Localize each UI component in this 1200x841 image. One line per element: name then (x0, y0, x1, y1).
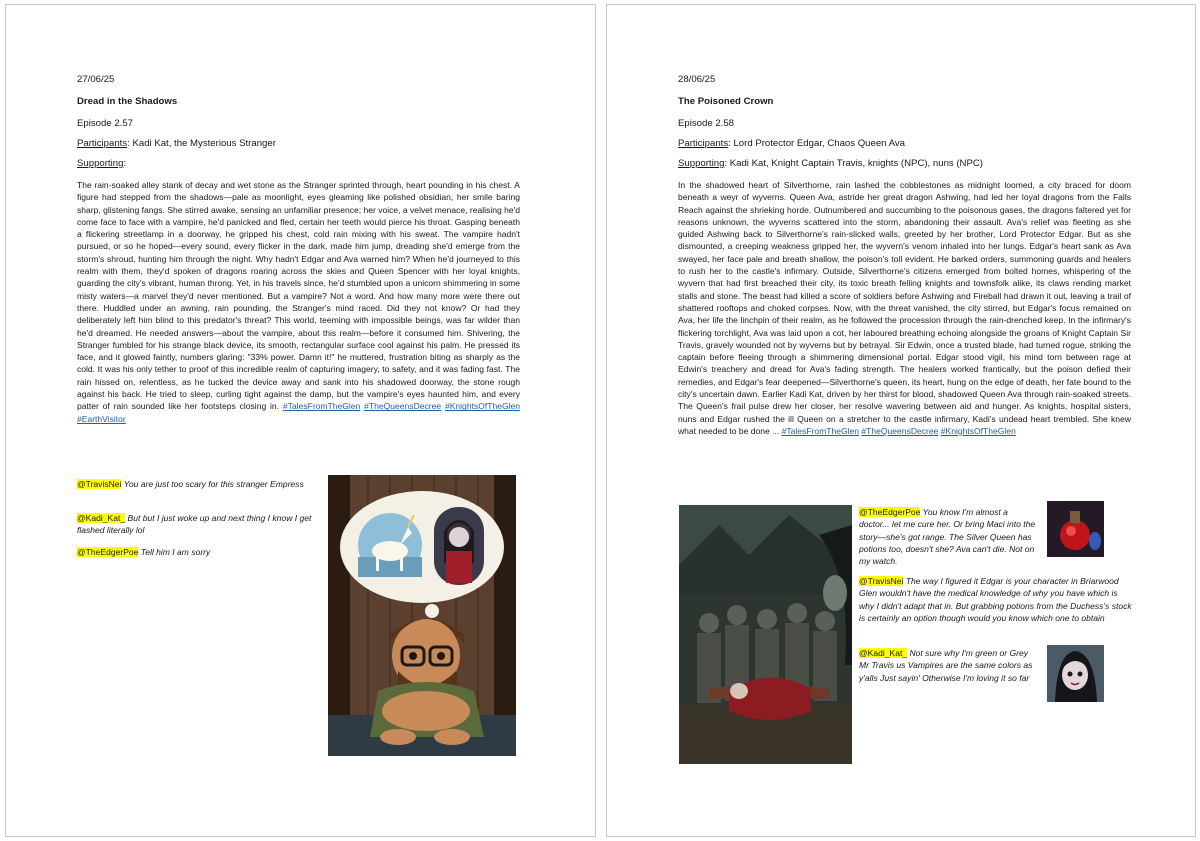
supporting-label: Supporting (77, 158, 124, 169)
episode-number: Episode 2.57 (77, 118, 134, 129)
comment (859, 506, 1039, 567)
supporting-line (678, 158, 983, 170)
hashtag-link[interactable]: #TalesFromTheGlen (781, 425, 860, 436)
stranger-doorway-illustration (328, 475, 516, 756)
comment-text: But but I just woke up and next thing I know I get flashed literally lol (77, 513, 312, 536)
comment-handle[interactable]: @TravisNei (859, 576, 904, 586)
hashtag-link[interactable]: #KnightsOfTheGlen (940, 425, 1016, 436)
supporting-label: Supporting (678, 158, 725, 169)
comment-handle[interactable]: @TravisNei (77, 479, 122, 489)
story-body (77, 179, 520, 425)
episode-number: Episode 2.58 (678, 118, 735, 129)
supporting-names: : Kadi Kat, Knight Captain Travis, knights (NPC), nuns (NPC) (724, 158, 984, 169)
comment (77, 512, 317, 537)
comment-handle[interactable]: @TheEdgerPoe (77, 547, 139, 557)
comment-handle[interactable]: @TheEdgerPoe (859, 507, 921, 517)
supporting-line (77, 158, 126, 170)
comment (859, 647, 1039, 684)
participants-label: Participants (678, 138, 729, 149)
document-page-left (5, 4, 596, 837)
comment (77, 546, 317, 558)
hashtag-link[interactable]: #TalesFromTheGlen (282, 401, 361, 412)
document-page-right (606, 4, 1196, 837)
post-date: 27/06/25 (77, 74, 115, 85)
hashtag-link[interactable]: #KnightsOfTheGlen (444, 401, 521, 412)
comment-handle[interactable]: @Kadi_Kat_ (77, 513, 126, 523)
comment-text: The way I figured it Edgar is your character in Briarwood Glen wouldn't have the medical knowledge of why you have which is why I didn't adapt that in. But grabbing potions from the Duchess's stock is certainly an option though would you know which one to obtain (859, 576, 1132, 623)
potion-thumbnail (1047, 501, 1104, 557)
episode-title: The Poisoned Crown (678, 96, 774, 107)
participants-names: : Lord Protector Edgar, Chaos Queen Ava (728, 138, 906, 149)
hashtag-link[interactable]: #TheQueensDecree (861, 425, 939, 436)
comment (77, 478, 317, 490)
knights-stretcher-illustration (679, 505, 852, 764)
story-text: In the shadowed heart of Silverthorne, rain lashed the cobblestones as midnight loomed, a city braced for doom beneath a weyr of wyverns. Queen Ava, astride her great dragon Ashwing, had led her loyal dragons from the Falls Reach against the shrieking horde. Outnumbered and succumbing to the poisonous gases, the dragons faltered yet for reasons unknown, the wyverns scattered into the storm, abandoning their assault. Ava's relief was fleeting as she guided Ashwing back to Silverthorne's rain-slicked walls, greeted by her brother, Lord Protector Edgar. But as she dismounted, a creeping weakness gripped her, the wyvern's venom inhaled into her lungs. Edgar's heart sank as Ava swayed, her face pale and breath shallow, the poison's toll evident. He barked orders, summoning guards and healers to rush her to the castle's infirmary. Outside, Silverthorne's citizens emerged from bolted homes, whispering of the wyvern that had first breached their city, its toxic breath felling knights and townsfolk alike, its claws rending market stalls and stone. The beast had killed a score of soldiers before Ashwing and Fireball had drawn it out, leaving a trail of shattered rooftops and choked corpses. Now, with the threat vanished, the city stirred, but Edgar's focus remained on Ava, her life the linchpin of their realm, as he followed the procession through the rain-drenched keep. In the infirmary's flickering torchlight, Ava was laid upon a cot, her laboured breathing echoing alongside the groans of Knight Captain Sir Travis, gravely wounded not by wyverns but by betrayal. Sir Edwin, once a trusted blade, had turned rogue, striking the captain before fleeing through a shimmering dimensional portal. Edgar stood vigil, his mind torn between rage at Edwin's treachery and dread for Ava's fading strength. The healers worked frantically, but the poison defied their remedies, and Edgar's fear deepened—Silverthorne's queen, its heart, hung on the edge of death, her fate bound to the city's uncertain dawn. Earlier Kadi Kat, driven by her thirst for blood, shadowed Queen Ava through rain-soaked streets. The Queen's frail pulse drew her closer, her resolve wavering between aid and hunger. As knights, hospital sisters, nuns and Edgar rushed the ill Queen on a stretcher to the castle infirmary, Kadi's undead heart trembled. She knew what needed to be done ... (678, 180, 1131, 436)
hashtag-link[interactable]: #TheQueensDecree (364, 401, 442, 412)
comment-text: You are just too scary for this stranger Empress (123, 479, 304, 489)
participants-line (678, 138, 905, 150)
comment-text: Tell him I am sorry (140, 547, 211, 557)
vampire-avatar-thumbnail (1047, 645, 1104, 702)
hashtag-link[interactable]: #EarthVisitor (77, 413, 126, 424)
comment-text: You know I'm almost a doctor... let me cure her. Or bring Maci into the story—she's got range. The Silver Queen has potions too, doesn't she? Ava can't die. Not on my watch. (859, 507, 1036, 567)
supporting-names: : (123, 158, 127, 169)
story-text: The rain-soaked alley stank of decay and wet stone as the Stranger sprinted through, heart pounding in his chest. A figure had stepped from the shadows—pale as moonlight, eyes gleaming like polished obsidian, her smile baring sharp, glistening fangs. She stirred awake, sensing an unfamiliar presence; her voice, a velvet menace, realising he'd come face to face with a vampire, he'd panicked and fled, certain her teeth would pierce his throat. Gasping beneath a flickering streetlamp in a doorway, he gripped his chest, cold rain mixing with his sweat. The vampire hadn't pursued, or so he hoped—every sound, every flicker in the dark, made him jump, dreading she'd emerge from the storm's shroud, hunting him through the night. Why hadn't Edgar and Ava warned him? When he'd journeyed to this realm with them, they'd spoken of dragons roaring across the skies and Queen Spencer with her loyal knights, guarding the city's vibrant, human throng. Yet, in his travels since, he'd stumbled upon a unicorn shimmering in some misty waters—a marvel they'd never mentioned. But a vampire? Not a word. And how many more were there out there. Huddled under an awning, rain pounding, the Stranger's mind raced. Did they not know? Or had they deliberately left him blind to this predator's threat? This world, teeming with impossible beings, was far wilder than he'd dreamed. He needed answers—about the vampire, about this realm—before it consumed him. Shivering, the Stranger fumbled for his strange black device, its smooth, rectangular surface cool against his palm. He pressed its face, and it glowed faintly, numbers glaring: "33% power. Damn it!" he muttered, frustration biting as sharply as the cold. It was his only tether to proof of this incredible realm of capturing imagery, to safety, and it was fading fast. The rain hissed on, relentless, as he tucked the device away and sank into his shadowed doorway, the stone rough against his back. He tried to sleep, curling tight against the damp, but the vampire's eyes haunted him, and every patter of rain sounded like her footsteps closing in. (77, 180, 520, 412)
story-body (678, 179, 1131, 437)
participants-line (77, 138, 276, 150)
comment-handle[interactable]: @Kadi_Kat_ (859, 648, 908, 658)
comment-text: Not sure why I'm green or Grey Mr Travis us Vampires are the same colors as y'alls Just sayin' Otherwise I'm loving it so far (859, 648, 1033, 683)
post-date: 28/06/25 (678, 74, 716, 85)
comment (859, 575, 1135, 624)
episode-title: Dread in the Shadows (77, 96, 178, 107)
participants-names: : Kadi Kat, the Mysterious Stranger (127, 138, 276, 149)
participants-label: Participants (77, 138, 128, 149)
